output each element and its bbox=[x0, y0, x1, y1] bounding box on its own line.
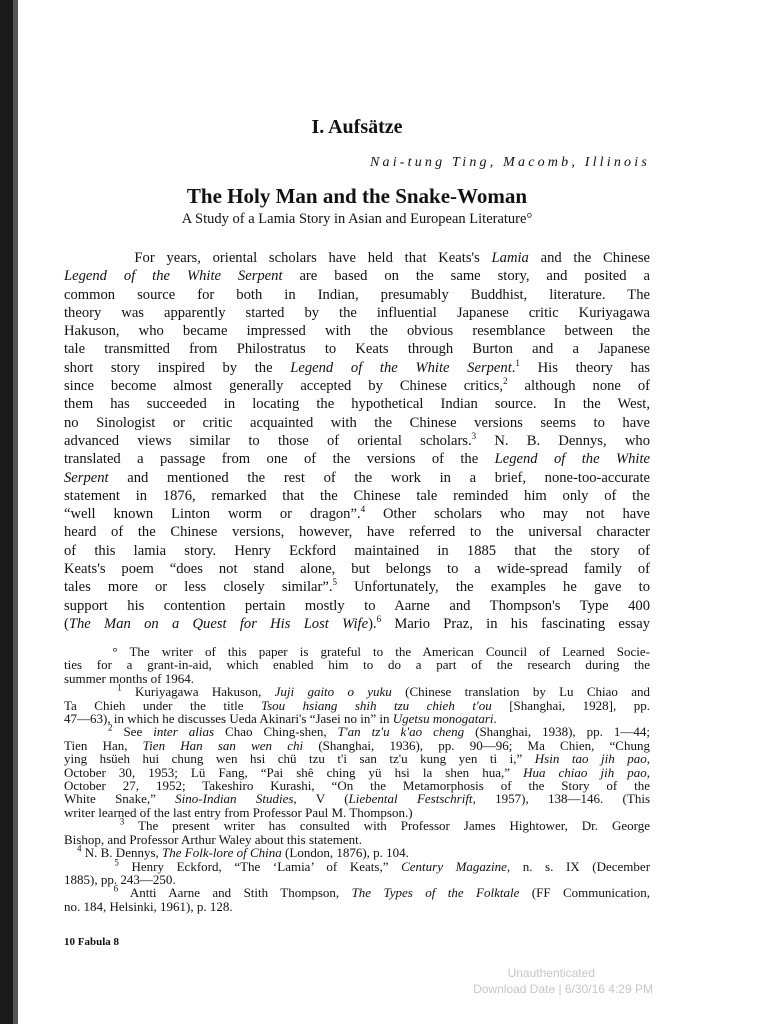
body-line: Keats's poem “does not stand alone, but belongs to a wide-spread family of bbox=[64, 561, 650, 578]
footnote-line: ties for a grant-in-aid, which enabled him to do a part of the research during the bbox=[64, 657, 650, 673]
section-heading: I. Aufsätze bbox=[311, 116, 403, 138]
footnote-line: $^4$ N. B. Dennys, The Folk-lore of China (London, 1876), p. 104. bbox=[77, 843, 409, 861]
body-line: (The Man on a Quest for His Lost Wife).$^6$ Mario Praz, in his fascinating essay bbox=[64, 614, 651, 632]
body-line: them has succeeded in locating the hypothetical Indian source. In the West, bbox=[64, 396, 650, 413]
footnote-line: no. 184, Helsinki, 1961), p. 128. bbox=[64, 898, 233, 914]
author-line: Nai-tung Ting, Macomb, Illinois bbox=[369, 155, 650, 170]
footnote-line: Bishop, and Professor Arthur Waley about this statement. bbox=[64, 831, 363, 847]
body-line: statement in 1876, remarked that the Chinese tale reminded him only of the bbox=[64, 487, 650, 504]
footnote-line: $^3$ The present writer has consulted with Professor James Hightower, Dr. George bbox=[119, 816, 651, 834]
body-line: Legend of the White Serpent are based on the same story, and posited a bbox=[64, 268, 650, 285]
article-title: The Holy Man and the Snake-Woman bbox=[186, 184, 528, 208]
footnote-line: Ta Chieh under the title Tsou hsiang shih tzu chieh t'ou [Shanghai, 1928], pp. bbox=[64, 697, 651, 713]
body-line: advanced views similar to those of oriental scholars.$^3$ N. B. Dennys, who bbox=[64, 431, 650, 449]
watermark-download-date: Download Date | 6/30/16 4:29 PM bbox=[473, 982, 653, 996]
footnote-line: October 27, 1952; Takeshiro Kurashi, “On the Metamorphosis of the Story of the bbox=[64, 778, 650, 794]
body-line: For years, oriental scholars have held that Keats's Lamia and the Chinese bbox=[64, 250, 650, 266]
body-text bbox=[64, 249, 650, 633]
body-line: “well known Linton worm or dragon”.$^4$ Other scholars who may not have bbox=[64, 504, 650, 523]
body-line: theory was apparently started by the influential Japanese critic Kuriyagawa bbox=[64, 304, 650, 321]
body-line: common source for both in Indian, presumably Buddhist, literature. The bbox=[64, 286, 650, 303]
body-line: translated a passage from one of the versions of the Legend of the White bbox=[64, 451, 650, 468]
footnote-line: October 30, 1953; Lü Fang, “Pai shê ching yü hsi la shen hua,” Hua chiao jih pao, bbox=[64, 764, 651, 780]
body-line: Serpent and mentioned the rest of the work in a brief, none-too-accurate bbox=[64, 469, 650, 486]
footnote-line: $^2$ See inter alias Chao Ching-shen, T'an tz'u k'ao cheng (Shanghai, 1938), pp. 1—44; bbox=[107, 723, 650, 740]
scan-binding-shadow bbox=[13, 0, 18, 1024]
body-line: tales more or less closely similar”.$^5$ Unfortunately, the examples he gave to bbox=[64, 577, 651, 596]
footnote-line: ying hsüeh hui chung wen hsi chü tzu t'i san tz'u kung yen ti i,” Hsin tao jih pao, bbox=[64, 751, 650, 767]
footnote-line: $^1$ Kuriyagawa Hakuson, Juji gaito o yuku (Chinese translation by Lu Chiao and bbox=[117, 682, 650, 700]
body-line: short story inspired by the Legend of the White Serpent.$^1$ His theory has bbox=[64, 357, 650, 376]
scan-binding-edge bbox=[0, 0, 13, 1024]
body-line: since become almost generally accepted by Chinese critics,$^2$ although none of bbox=[64, 376, 651, 395]
footnote-line: 1885), pp. 243—250. bbox=[64, 871, 176, 887]
page-footer: 10 Fabula 8 bbox=[64, 936, 120, 948]
footnotes bbox=[64, 645, 650, 913]
footnote-line: ° The writer of this paper is grateful to the American Council of Learned Socie- bbox=[64, 644, 650, 659]
body-line: no Sinologist or critic acquainted with the Chinese versions seems to have bbox=[64, 414, 650, 431]
footnote-line: Tien Han, Tien Han san wen chi (Shanghai, 1936), pp. 90—96; Ma Chien, “Chung bbox=[64, 737, 650, 753]
footnote-line: $^6$ Antti Aarne and Stith Thompson, The Types of the Folktale (FF Communication, bbox=[113, 883, 650, 901]
watermark-unauthenticated: Unauthenticated bbox=[507, 966, 595, 980]
body-line: Hakuson, who became impressed with the obvious resemblance between the bbox=[64, 323, 650, 340]
footnote-line: summer months of 1964. bbox=[64, 670, 194, 686]
footnote-line: $^5$ Henry Eckford, “The ‘Lamia’ of Keats,” Century Magazine, n. s. IX (December bbox=[114, 857, 651, 874]
footnote-line: White Snake,” Sino-Indian Studies, V (Liebental Festschrift, 1957), 138—146. (This bbox=[64, 791, 650, 807]
body-line: tale transmitted from Philostratus to Keats through Burton and a Japanese bbox=[64, 341, 650, 358]
body-line: of this lamia story. Henry Eckford maintained in 1885 that the story of bbox=[64, 542, 650, 559]
article-subtitle: A Study of a Lamia Story in Asian and European Literature° bbox=[181, 211, 533, 227]
footnote-line: 47—63), in which he discusses Ueda Akinari's “Jasei no in” in Ugetsu monogatari. bbox=[64, 711, 497, 727]
body-line: heard of the Chinese versions, however, have referred to the universal character bbox=[64, 524, 650, 541]
body-line: support his contention pertain mostly to Aarne and Thompson's Type 400 bbox=[64, 597, 650, 614]
footnote-line: writer learned of the last entry from Professor Paul M. Thompson.) bbox=[64, 804, 413, 820]
